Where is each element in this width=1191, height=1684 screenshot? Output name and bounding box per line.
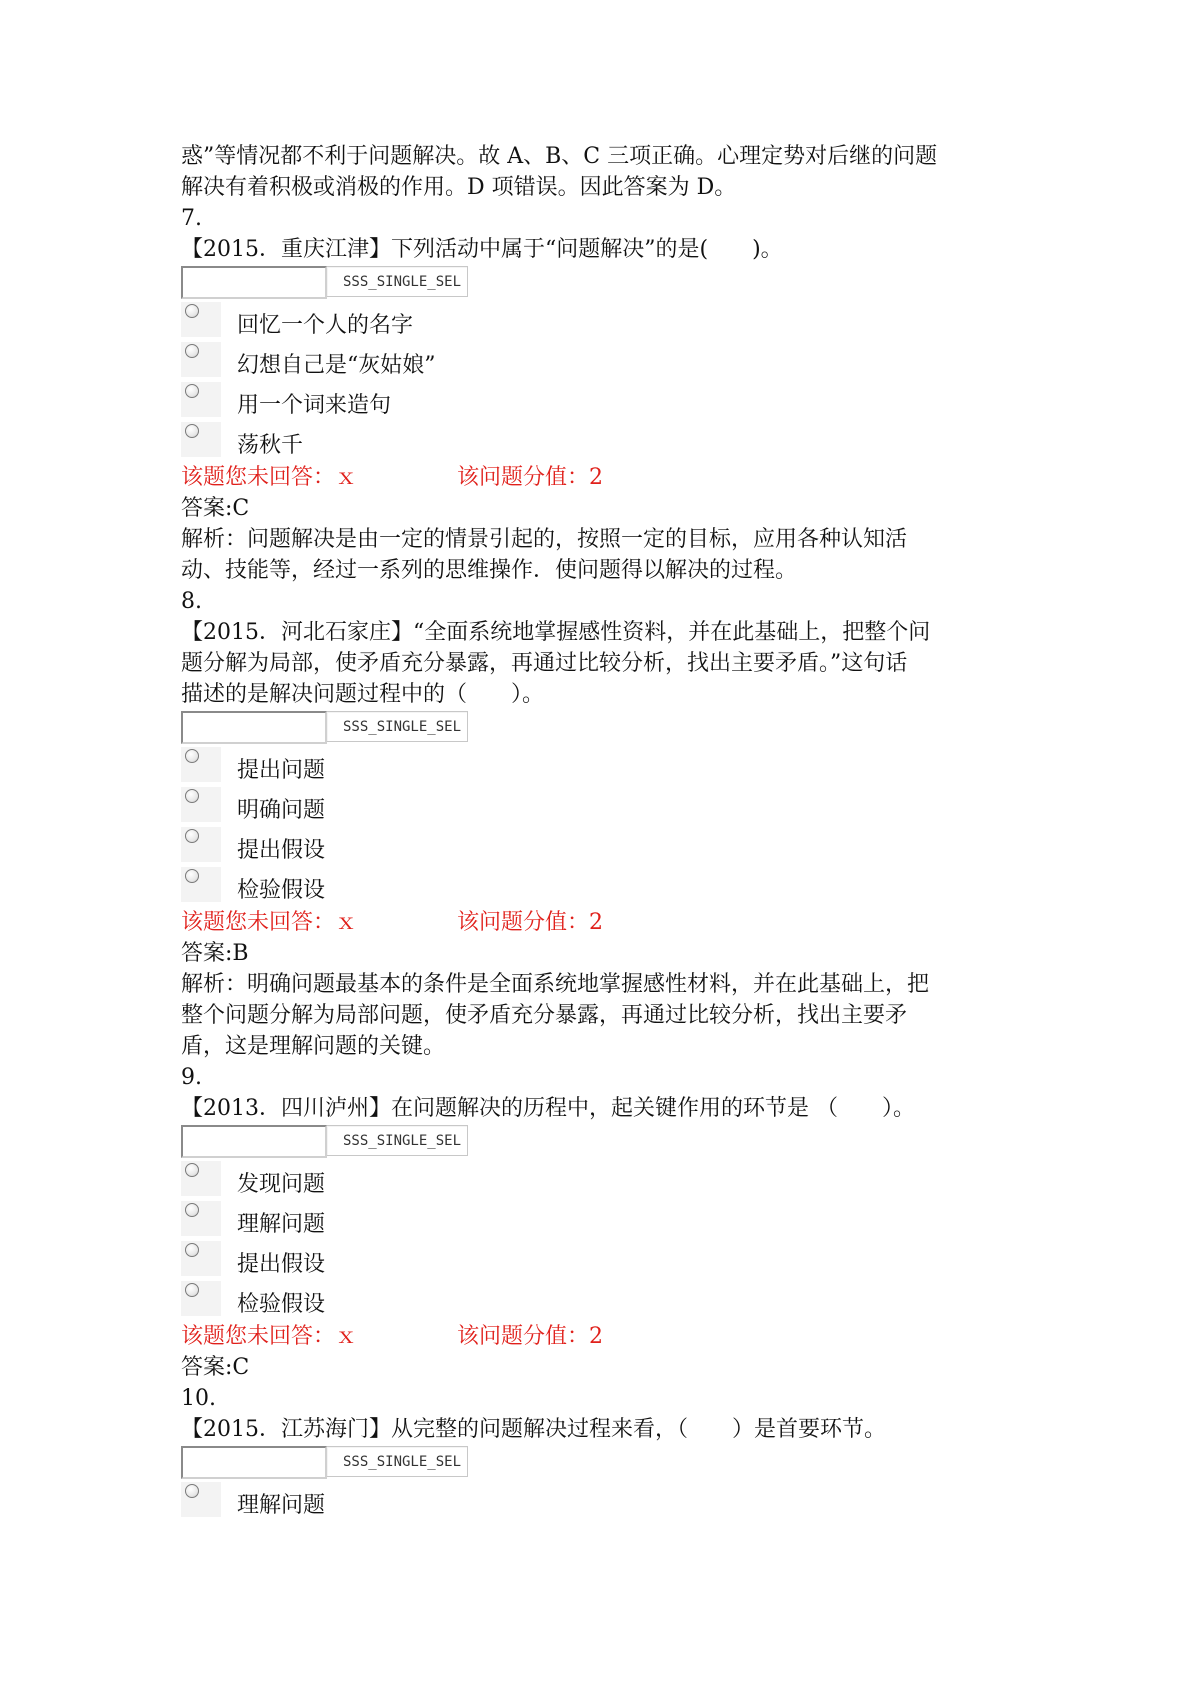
answer-box bbox=[181, 1446, 1001, 1479]
option-text: 回忆一个人的名字 bbox=[237, 313, 414, 338]
question-stem: 【2015．河北石家庄】“全面系统地掌握感性资料，并在此基础上，把整个问 bbox=[181, 620, 931, 645]
analysis-line: 动、技能等，经过一系列的思维操作．使问题得以解决的过程。 bbox=[181, 558, 798, 583]
option-text: 发现问题 bbox=[237, 1172, 326, 1197]
option-text: 幻想自己是“灰姑娘” bbox=[237, 353, 436, 378]
option-text: 检验假设 bbox=[237, 878, 326, 903]
question-block bbox=[181, 1062, 1001, 1383]
option-text: 理解问题 bbox=[237, 1493, 326, 1518]
option-row bbox=[181, 1482, 1001, 1522]
question-block bbox=[181, 203, 1001, 586]
radio-icon bbox=[185, 1283, 199, 1297]
intro-line: 解决有着积极或消极的作用。D 项错误。因此答案为 D。 bbox=[181, 175, 737, 200]
radio-button[interactable] bbox=[181, 382, 221, 417]
answer-input[interactable] bbox=[181, 266, 327, 299]
radio-icon bbox=[185, 829, 199, 843]
radio-icon bbox=[185, 1203, 199, 1217]
radio-icon bbox=[185, 384, 199, 398]
answer-box bbox=[181, 1125, 1001, 1158]
option-text: 明确问题 bbox=[237, 798, 326, 823]
analysis-line: 整个问题分解为局部问题，使矛盾充分暴露，再通过比较分析，找出主要矛 bbox=[181, 1003, 908, 1028]
score-value: 该问题分值：2 bbox=[457, 465, 603, 490]
analysis-line: 盾，这是理解问题的关键。 bbox=[181, 1034, 446, 1059]
correct-answer: 答案:B bbox=[181, 941, 249, 966]
radio-icon bbox=[185, 789, 199, 803]
question-type-label: SSS_SINGLE_SEL bbox=[327, 266, 468, 297]
option-row bbox=[181, 1281, 1001, 1321]
answer-status bbox=[181, 462, 1001, 493]
question-number: 7. bbox=[181, 206, 202, 231]
radio-button[interactable] bbox=[181, 342, 221, 377]
option-row bbox=[181, 867, 1001, 907]
question-block bbox=[181, 1383, 1001, 1522]
question-type-label: SSS_SINGLE_SEL bbox=[327, 711, 468, 742]
unanswered-notice: 该题您未回答：ｘ bbox=[181, 1324, 358, 1349]
radio-icon bbox=[185, 344, 199, 358]
radio-button[interactable] bbox=[181, 867, 221, 902]
option-row bbox=[181, 787, 1001, 827]
radio-button[interactable] bbox=[181, 302, 221, 337]
radio-icon bbox=[185, 424, 199, 438]
answer-status bbox=[181, 907, 1001, 938]
radio-button[interactable] bbox=[181, 787, 221, 822]
question-type-label: SSS_SINGLE_SEL bbox=[327, 1125, 468, 1156]
intro-line: 惑”等情况都不利于问题解决。故 A、B、C 三项正确。心理定势对后继的问题 bbox=[181, 144, 938, 169]
option-row bbox=[181, 422, 1001, 462]
question-stem: 【2015．重庆江津】下列活动中属于“问题解决”的是( )。 bbox=[181, 237, 783, 262]
option-text: 提出假设 bbox=[237, 1252, 326, 1277]
option-row bbox=[181, 1241, 1001, 1281]
score-value: 该问题分值：2 bbox=[457, 910, 603, 935]
option-row bbox=[181, 1161, 1001, 1201]
option-text: 检验假设 bbox=[237, 1292, 326, 1317]
radio-button[interactable] bbox=[181, 1482, 221, 1517]
radio-icon bbox=[185, 1484, 199, 1498]
question-number: 10. bbox=[181, 1386, 216, 1411]
answer-input[interactable] bbox=[181, 1446, 327, 1479]
radio-button[interactable] bbox=[181, 747, 221, 782]
question-stem: 描述的是解决问题过程中的（ ）。 bbox=[181, 682, 545, 707]
answer-input[interactable] bbox=[181, 711, 327, 744]
analysis-line: 解析：明确问题最基本的条件是全面系统地掌握感性材料，并在此基础上，把 bbox=[181, 972, 930, 997]
question-number: 8. bbox=[181, 589, 202, 614]
option-text: 理解问题 bbox=[237, 1212, 326, 1237]
radio-button[interactable] bbox=[181, 827, 221, 862]
option-row bbox=[181, 342, 1001, 382]
unanswered-notice: 该题您未回答：ｘ bbox=[181, 465, 358, 490]
analysis-line: 解析：问题解决是由一定的情景引起的，按照一定的目标，应用各种认知活 bbox=[181, 527, 908, 552]
radio-button[interactable] bbox=[181, 1161, 221, 1196]
radio-icon bbox=[185, 1163, 199, 1177]
option-text: 提出问题 bbox=[237, 758, 326, 783]
option-row bbox=[181, 302, 1001, 342]
option-text: 用一个词来造句 bbox=[237, 393, 392, 418]
question-number: 9. bbox=[181, 1065, 202, 1090]
answer-box bbox=[181, 711, 1001, 744]
option-row bbox=[181, 382, 1001, 422]
radio-icon bbox=[185, 1243, 199, 1257]
radio-button[interactable] bbox=[181, 1281, 221, 1316]
answer-status bbox=[181, 1321, 1001, 1352]
answer-input[interactable] bbox=[181, 1125, 327, 1158]
radio-icon bbox=[185, 869, 199, 883]
question-block bbox=[181, 586, 1001, 1062]
option-text: 提出假设 bbox=[237, 838, 326, 863]
correct-answer: 答案:C bbox=[181, 496, 250, 521]
document-content bbox=[181, 141, 1001, 1522]
question-stem: 【2015．江苏海门】从完整的问题解决过程来看，（ ）是首要环节。 bbox=[181, 1417, 886, 1442]
question-stem: 【2013．四川泸州】在问题解决的历程中，起关键作用的环节是 （ ）。 bbox=[181, 1096, 915, 1121]
option-row bbox=[181, 1201, 1001, 1241]
unanswered-notice: 该题您未回答：ｘ bbox=[181, 910, 358, 935]
answer-box bbox=[181, 266, 1001, 299]
question-type-label: SSS_SINGLE_SEL bbox=[327, 1446, 468, 1477]
question-stem: 题分解为局部，使矛盾充分暴露，再通过比较分析，找出主要矛盾。”这句话 bbox=[181, 651, 908, 676]
radio-button[interactable] bbox=[181, 422, 221, 457]
radio-icon bbox=[185, 304, 199, 318]
option-row bbox=[181, 827, 1001, 867]
score-value: 该问题分值：2 bbox=[457, 1324, 603, 1349]
correct-answer: 答案:C bbox=[181, 1355, 250, 1380]
radio-icon bbox=[185, 749, 199, 763]
radio-button[interactable] bbox=[181, 1201, 221, 1236]
option-text: 荡秋千 bbox=[237, 433, 304, 458]
radio-button[interactable] bbox=[181, 1241, 221, 1276]
option-row bbox=[181, 747, 1001, 787]
